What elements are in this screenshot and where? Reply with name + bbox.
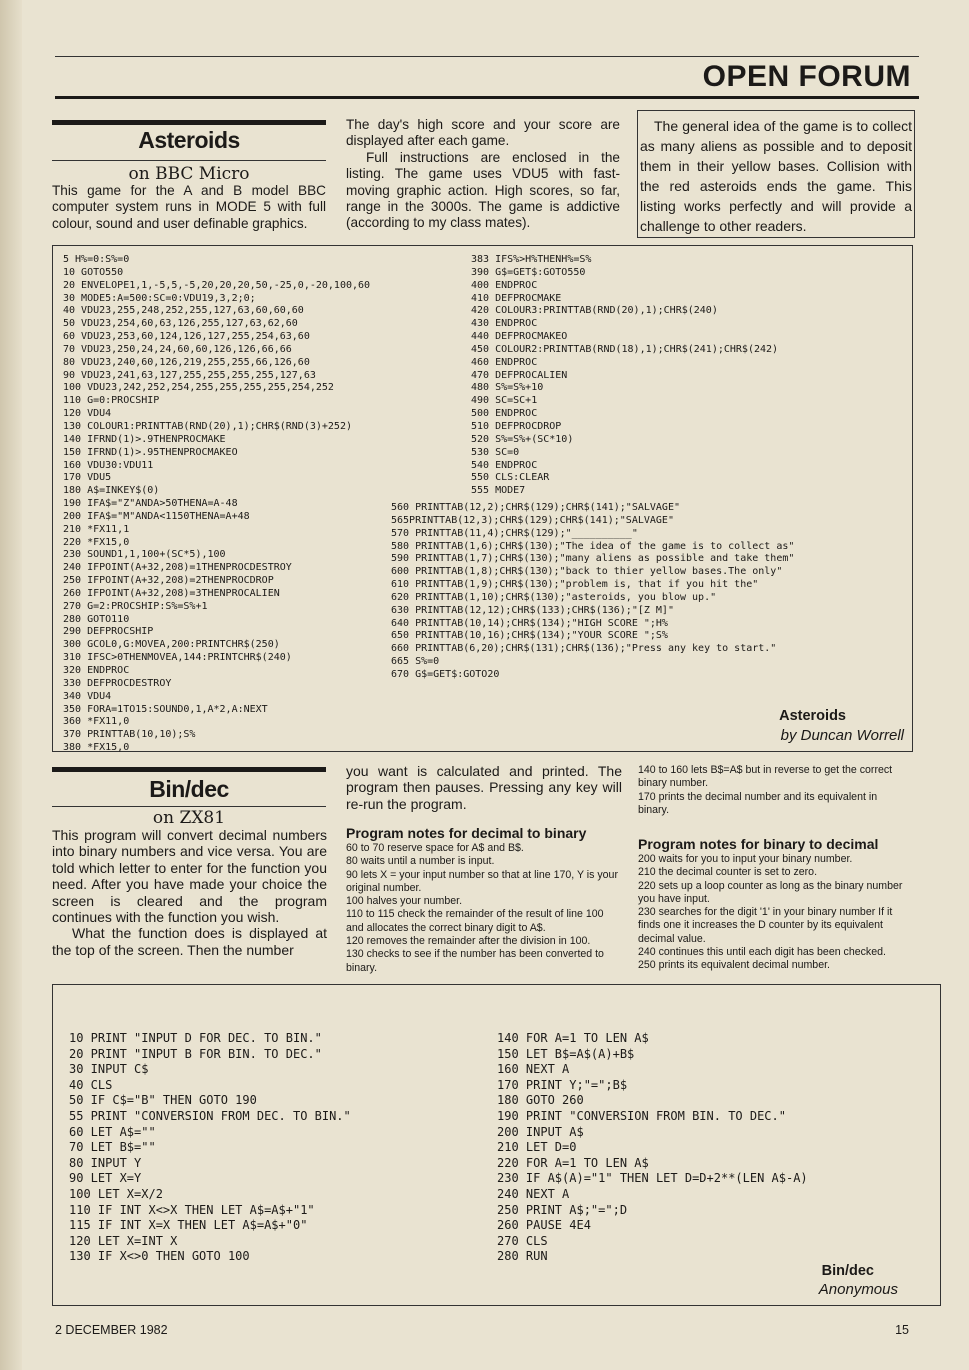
asteroids-subtitle: on BBC Micro: [128, 164, 250, 184]
bindec-title-bar: [52, 767, 326, 772]
note-item: 230 searches for the digit '1' in your binary number If it finds one it increases the D counter by its equivalent decimal value.: [638, 906, 893, 945]
note-item: 60 to 70 reserve space for A$ and B$.: [346, 842, 524, 854]
bindec-notes-dec-to-bin-heading: Program notes for decimal to binary: [346, 825, 587, 841]
note-item: 90 lets X = your input number so that at line 170, Y is your original number.: [346, 868, 618, 894]
asteroids-title-bar: [52, 120, 326, 125]
asteroids-credit-author: by Duncan Worrell: [780, 727, 904, 744]
bindec-col2-para-1: you want is calculated and printed. The program then pauses. Pressing any key will re-run the program.: [346, 763, 622, 812]
bindec-notes-dec-to-bin-cont: [638, 764, 910, 817]
asteroids-listing-left: 5 H%=0:S%=0 10 GOTO550 20 ENVELOPE1,1,-5,5,-5,20,20,20,50,-25,0,-20,100,60 30 MODE5:A=500:SC=0:VDU19,3,2;0; 40 VDU23,255,248,252,255,127,63,60,60,60 50 VDU23,254,60,63,126,255,127,63,62,60 60 VDU23,253,60,124,126,127,255,254,63,60 70 VDU23,250,24,24,60,60,126,126,66,66 80 VDU23,240,60,126,219,255,255,66,126,60 90 VDU23,241,63,127,255,255,255,255,127,63 100 VDU23,242,252,254,255,255,255,255,254,252 110 G=0:PROCSHIP 120 VDU4 130 COLOUR1:PRINTTAB(RND(20),1);CHR$(RND(3)+252) 140 IFRND(1)>.9THENPROCMAKE 150 IFRND(1)>.95THENPROCMAKEO 160 VDU30:VDU11 170 VDU5 180 A$=INKEY$(0) 190 IFA$="Z"ANDA>50THENA=A-48 200 IFA$="M"ANDA<1150THENA=A+48 210 *FX11,1 220 *FX15,0 230 SOUND1,1,100+(SC*5),100 240 IFPOINT(A+32,208)=1THENPROCDESTROY 250 IFPOINT(A+32,208)=2THENPROCDROP 260 IFPOINT(A+32,208)=3THENPROCALIEN 270 G=2:PROCSHIP:S%=S%+1 280 GOTO110 290 DEFPROCSHIP 300 GCOL0,G:MOVEA,200:PRINTCHR$(250) 310 IFSC>0THENMOVEA,144:PRINTCHR$(240) 320 ENDPROC 330 DEFPROCDESTROY 340 VDU4 350 FORA=1TO15:SOUND0,1,A*2,A:NEXT 360 *FX11,0 370 PRINTTAB(10,10);S% 380 *FX15,0: [63, 254, 371, 754]
section-title: OPEN FORUM: [702, 60, 911, 93]
note-item: 240 continues this until each digit has been checked.: [638, 946, 886, 959]
asteroids-listing-bottom: 560 PRINTTAB(12,2);CHR$(129);CHR$(141);"SALVAGE" 565PRINTTAB(12,3);CHR$(129);CHR$(141);"SALVAGE" 570 PRINTTAB(11,4);CHR$(129);"__________" 580 PRINTTAB(1,6);CHR$(130);"The idea of the game is to collect as" 590 PRINTTAB(1,7);CHR$(130);"many aliens as possible and take them" 600 PRINTTAB(1,8);CHR$(130);"back to thier yellow bases.The only" 610 PRINTTAB(1,9);CHR$(130);"problem is, that if you hit the" 620 PRINTTAB(1,10);CHR$(130);"asteroids, you blow up." 630 PRINTTAB(12,12);CHR$(133);CHR$(136);"[Z M]" 640 PRINTTAB(10,14);CHR$(134);"HIGH SCORE ";H% 650 PRINTTAB(10,16);CHR$(134);"YOUR SCORE ";S% 660 PRINTTAB(6,20);CHR$(131);CHR$(136);"Press any key to start." 665 S%=0 670 G$=GET$:GOTO20: [391, 502, 795, 680]
page-number: 15: [895, 1323, 909, 1337]
footer-date: 2 DECEMBER 1982: [55, 1323, 168, 1337]
note-item: 250 prints its equivalent decimal number.: [638, 959, 830, 972]
note-item: 220 sets up a loop counter as long as the binary number you have input.: [638, 879, 903, 905]
bindec-credit-author: Anonymous: [818, 1281, 898, 1298]
asteroids-title: Asteroids: [138, 127, 240, 153]
page-binding-edge: [0, 0, 22, 1370]
asteroids-col3: The general idea of the game is to collect as many aliens as possible and to deposit them in their yellow bases. Collision with the red asteroids ends the game. This listing works perfectly and will provide a challenge to other readers.: [640, 118, 912, 234]
asteroids-listing-box: [52, 245, 913, 752]
note-item: 110 to 115 check the remainder of the result of line 100 and allocates the correct binary digit to A$.: [346, 908, 604, 934]
bindec-listing-right: 140 FOR A=1 TO LEN A$ 150 LET B$=A$(A)+B$ 160 NEXT A 170 PRINT Y;"=";B$ 180 GOTO 260 190 PRINT "CONVERSION FROM BIN. TO DEC." 200 INPUT A$ 210 LET D=0 220 FOR A=1 TO LEN A$ 230 IF A$(A)="1" THEN LET D=D+2**(LEN A$-A) 240 NEXT A 250 PRINT A$;"=";D 260 PAUSE 4E4 270 CLS 280 RUN: [497, 1031, 808, 1264]
note-item: 140 to 160 lets B$=A$ but in reverse to get the correct binary number.: [638, 764, 893, 790]
asteroids-col2-para-1: The day's high score and your score are displayed after each game.: [346, 117, 620, 149]
bindec-notes-bin-to-dec: [638, 853, 910, 973]
asteroids-column-3-box: [637, 110, 915, 238]
note-item: 80 waits until a number is input.: [346, 855, 495, 868]
note-item: 120 removes the remainder after the division in 100.: [346, 935, 591, 948]
bindec-title: Bin/dec: [149, 776, 229, 802]
note-item: 200 waits for you to input your binary number.: [638, 853, 853, 865]
top-rule: [55, 56, 919, 57]
asteroids-title-rule: [52, 160, 326, 161]
bindec-listing-left: 10 PRINT "INPUT D FOR DEC. TO BIN." 20 PRINT "INPUT B FOR BIN. TO DEC." 30 INPUT C$ 40 CLS 50 IF C$="B" THEN GOTO 190 55 PRINT "CONVERSION FROM DEC. TO BIN." 60 LET A$="" 70 LET B$="" 80 INPUT Y 90 LET X=Y 100 LET X=X/2 110 IF INT X<>X THEN LET A$=A$+"1" 115 IF INT X=X THEN LET A$=A$+"0" 120 LET X=INT X 130 IF X<>0 THEN GOTO 100: [69, 1031, 351, 1264]
note-item: 210 the decimal counter is set to zero.: [638, 866, 818, 879]
note-item: 100 halves your number.: [346, 895, 463, 908]
bindec-intro-para-2: What the function does is displayed at the top of the screen. Then the number: [52, 925, 327, 958]
note-item: 130 checks to see if the number has been converted to binary.: [346, 948, 604, 974]
asteroids-column-2: [346, 117, 620, 232]
bindec-intro-para-1: This program will convert decimal numbers into binary numbers and vice versa. You are told which letter to enter for the function you need. After you have made your choice the screen is cleared and the program continues with the function you wish.: [52, 827, 327, 926]
asteroids-intro: This game for the A and B model BBC computer system runs in MODE 5 with full colour, sound and user definable graphics.: [52, 183, 326, 231]
bindec-listing-box: [52, 984, 941, 1306]
bindec-title-rule: [52, 806, 326, 807]
note-item: 170 prints the decimal number and its equivalent in binary.: [638, 790, 878, 816]
header-rule: [55, 96, 919, 99]
bindec-subtitle: on ZX81: [152, 808, 226, 828]
bindec-intro: [52, 827, 327, 958]
bindec-notes-dec-to-bin: [346, 842, 622, 975]
asteroids-listing-right: 383 IFS%>H%THENH%=S% 390 G$=GET$:GOTO550 400 ENDPROC 410 DEFPROCMAKE 420 COLOUR3:PRINTTAB(RND(20),1);CHR$(240) 430 ENDPROC 440 DEFPROCMAKEO 450 COLOUR2:PRINTTAB(RND(18),1);CHR$(241);CHR$(242) 460 ENDPROC 470 DEFPROCALIEN 480 S%=S%+10 490 SC=SC+1 500 ENDPROC 510 DEFPROCDROP 520 S%=S%+(SC*10) 530 SC=0 540 ENDPROC 550 CLS:CLEAR 555 MODE7: [471, 254, 779, 497]
bindec-credit-title: Bin/dec: [821, 1263, 874, 1279]
asteroids-col2-para-2: Full instructions are enclosed in the listing. The game uses VDU5 with fast-moving graphic action. High scores, so far, range in the 3000s. The game is addictive (according to my class mates).: [346, 149, 620, 231]
bindec-notes-bin-to-dec-heading: Program notes for binary to decimal: [638, 836, 879, 852]
asteroids-credit-title: Asteroids: [779, 708, 846, 724]
